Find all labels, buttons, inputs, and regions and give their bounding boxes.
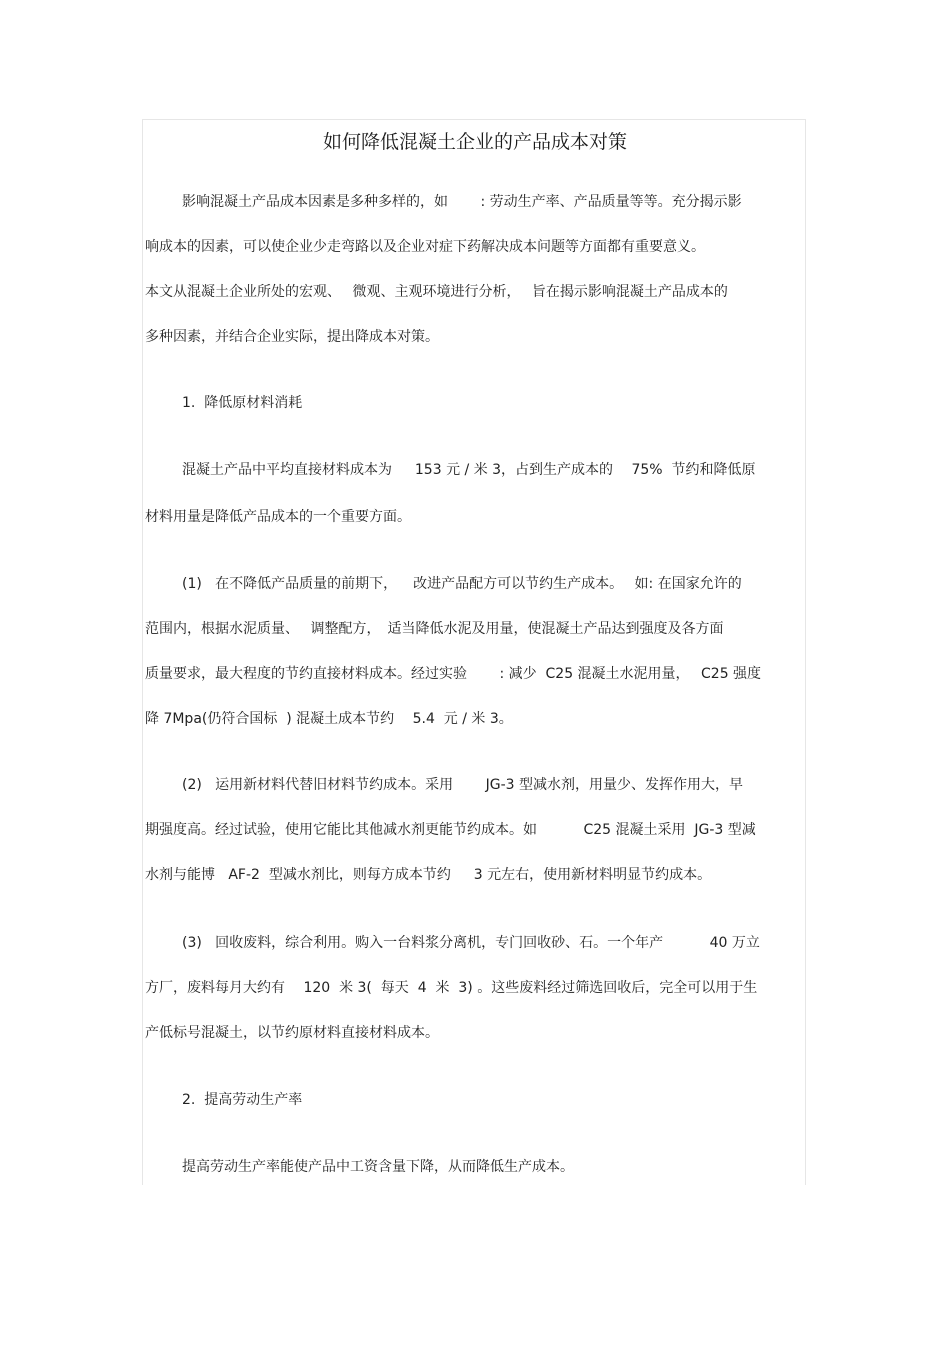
document-page (142, 119, 806, 1185)
section-heading: 1. 降低原材料消耗 (182, 395, 303, 411)
paragraph-line: 混凝土产品中平均直接材料成本为 153 元 / 米 3，占到生产成本的 75% 节约和降低原 (182, 462, 756, 478)
paragraph-line: 质量要求，最大程度的节约直接材料成本。经过实验 : 减少 C25 混凝土水泥用量， C25 强度 (145, 666, 762, 682)
paragraph-line: (3) 回收废料，综合利用。购入一台料浆分离机，专门回收砂、石。一个年产 40 万立 (182, 935, 760, 951)
paragraph-line: 影响混凝土产品成本因素是多种多样的，如 : 劳动生产率、产品质量等等。充分揭示影 (182, 194, 742, 210)
paragraph-line: 材料用量是降低产品成本的一个重要方面。 (145, 509, 411, 525)
paragraph-line: 响成本的因素，可以使企业少走弯路以及企业对症下药解决成本问题等方面都有重要意义。 (145, 239, 705, 255)
paragraph-line: 降 7Mpa(仍符合国标 ) 混凝土成本节约 5.4 元 / 米 3。 (145, 711, 513, 727)
paragraph-line: 多种因素，并结合企业实际，提出降成本对策。 (145, 329, 439, 345)
paragraph-line: 范围内，根据水泥质量、 调整配方， 适当降低水泥及用量，使混凝土产品达到强度及各方面 (145, 621, 724, 637)
section-heading: 2. 提高劳动生产率 (182, 1092, 303, 1108)
paragraph-line: 期强度高。经过试验，使用它能比其他减水剂更能节约成本。如 C25 混凝土采用 JG-3 型减 (145, 822, 756, 838)
paragraph-line: 本文从混凝土企业所处的宏观、 微观、主观环境进行分析， 旨在揭示影响混凝土产品成本的 (145, 284, 728, 300)
paragraph-line: (1) 在不降低产品质量的前期下， 改进产品配方可以节约生产成本。 如: 在国家允许的 (182, 576, 742, 592)
paragraph-line: 方厂，废料每月大约有 120 米 3( 每天 4 米 3) 。这些废料经过筛选回收后，完全可以用于生 (145, 980, 758, 996)
paragraph-line: (2) 运用新材料代替旧材料节约成本。采用 JG-3 型减水剂，用量少、发挥作用大，早 (182, 777, 744, 793)
paragraph-line: 提高劳动生产率能使产品中工资含量下降，从而降低生产成本。 (182, 1159, 574, 1175)
paragraph-line: 产低标号混凝土，以节约原材料直接材料成本。 (145, 1025, 439, 1041)
paragraph-line: 水剂与能博 AF-2 型减水剂比，则每方成本节约 3 元左右，使用新材料明显节约成本。 (145, 867, 712, 883)
document-title: 如何降低混凝土企业的产品成本对策 (322, 131, 627, 153)
